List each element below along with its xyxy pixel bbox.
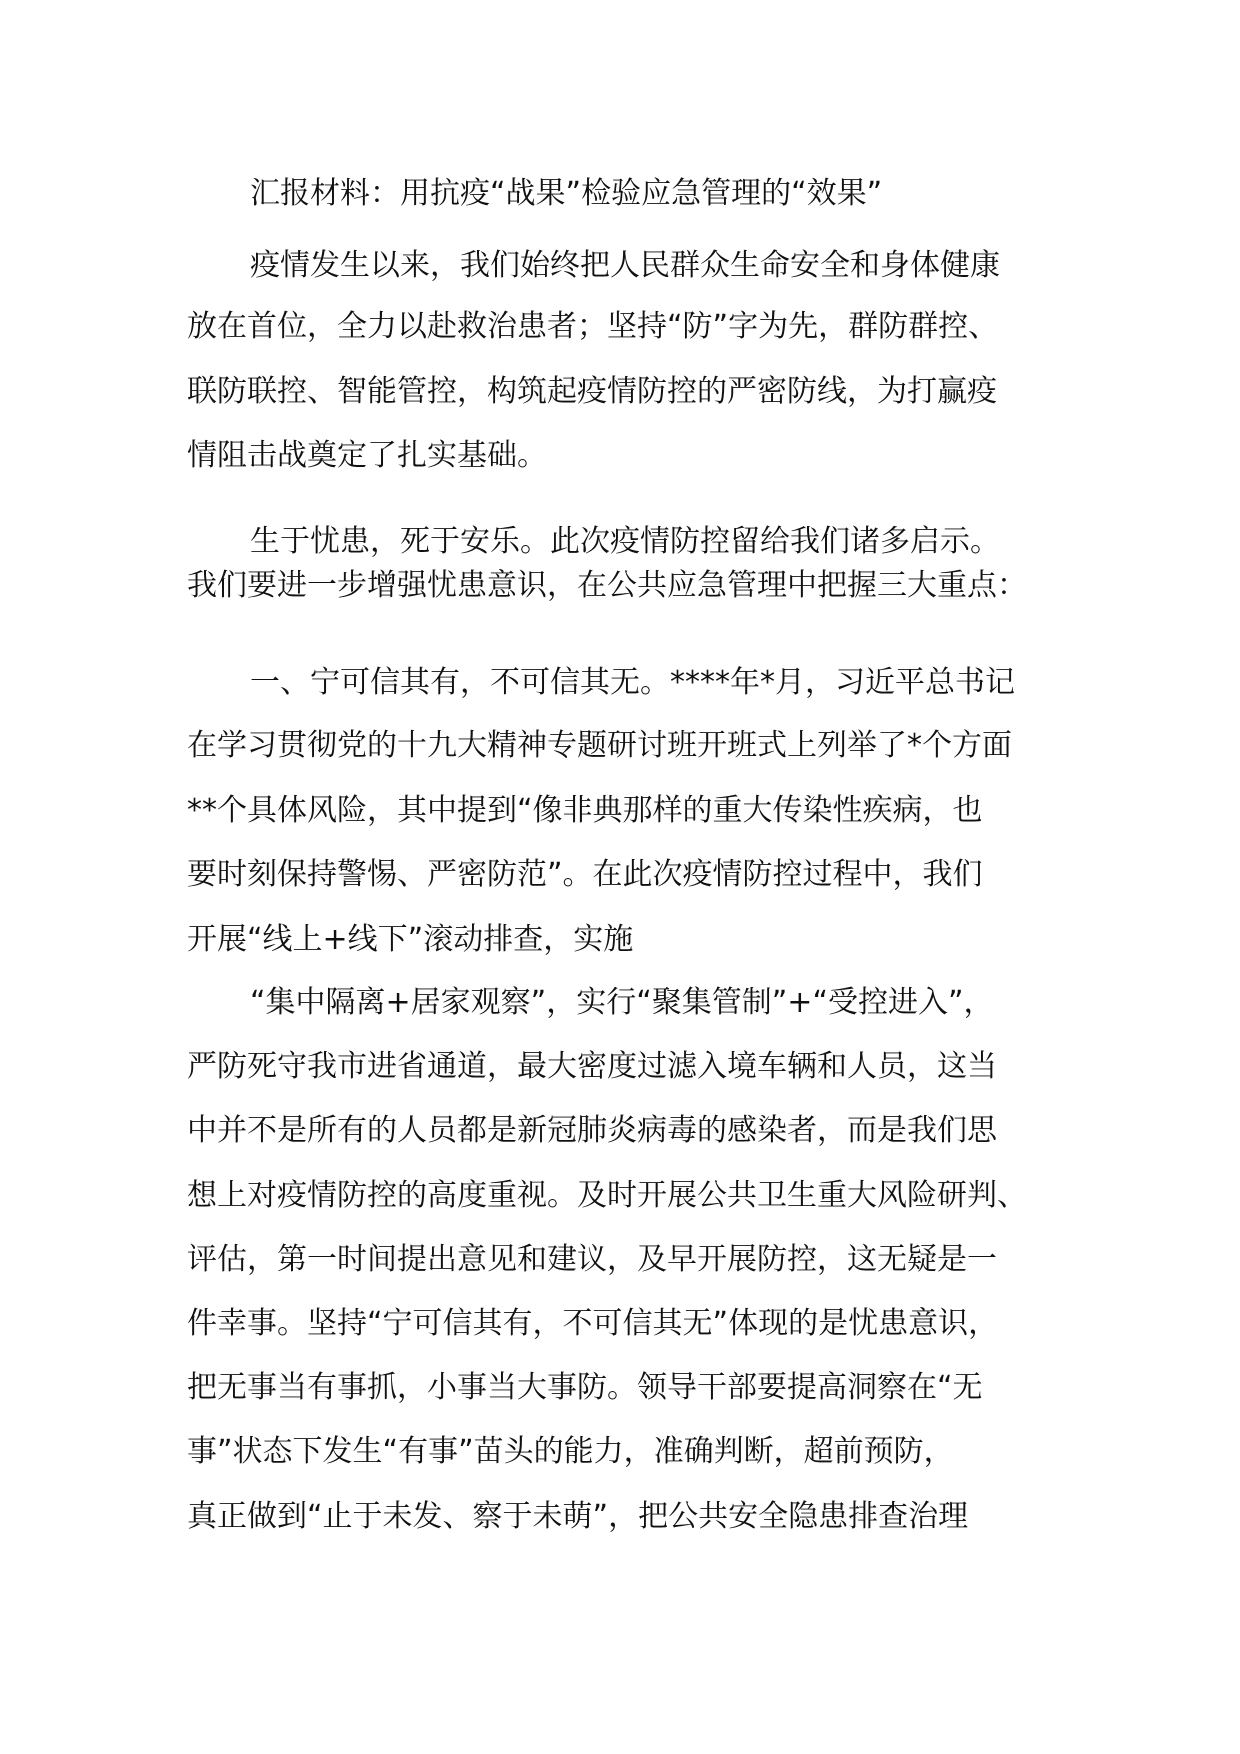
text-line: 我们要进一步增强忧患意识，在公共应急管理中把握三大重点： <box>187 568 1027 603</box>
text-line: 件幸事。坚持“宁可信其有，不可信其无”体现的是忧患意识， <box>187 1306 999 1341</box>
text-line: 严防死守我市进省通道，最大密度过滤入境车辆和人员，这当 <box>187 1049 997 1084</box>
text-line: 联防联控、智能管控，构筑起疫情防控的严密防线，为打赢疫 <box>187 374 997 409</box>
text-line: 一、宁可信其有，不可信其无。****年*月，习近平总书记 <box>250 665 1015 700</box>
text-line: **个具体风险，其中提到“像非典那样的重大传染性疾病，也 <box>187 793 983 828</box>
text-line: 想上对疫情防控的高度重视。及时开展公共卫生重大风险研判、 <box>187 1178 1027 1213</box>
text-line: 生于忧患，死于安乐。此次疫情防控留给我们诸多启示。 <box>250 524 1000 559</box>
text-line: “集中隔离+居家观察”，实行“聚集管制”+“受控进入”， <box>250 985 994 1020</box>
text-line: 事”状态下发生“有事”苗头的能力，准确判断，超前预防， <box>187 1434 954 1469</box>
text-line: 放在首位，全力以赴救治患者；坚持“防”字为先，群防群控、 <box>187 309 999 344</box>
text-line: 真正做到“止于未发、察于未萌”，把公共安全隐患排查治理 <box>187 1499 969 1534</box>
document-title: 汇报材料：用抗疫“战果”检验应急管理的“效果” <box>250 176 883 211</box>
text-line: 开展“线上+线下”滚动排查，实施 <box>187 922 634 957</box>
text-line: 疫情发生以来，我们始终把人民群众生命安全和身体健康 <box>250 248 1000 283</box>
text-line: 情阻击战奠定了扎实基础。 <box>187 438 547 473</box>
text-line: 在学习贯彻党的十九大精神专题研讨班开班式上列举了*个方面 <box>187 728 1012 763</box>
text-line: 要时刻保持警惕、严密防范”。在此次疫情防控过程中，我们 <box>187 857 983 892</box>
text-line: 评估，第一时间提出意见和建议，及早开展防控，这无疑是一 <box>187 1242 997 1277</box>
text-line: 中并不是所有的人员都是新冠肺炎病毒的感染者，而是我们思 <box>187 1113 997 1148</box>
text-line: 把无事当有事抓，小事当大事防。领导干部要提高洞察在“无 <box>187 1370 983 1405</box>
